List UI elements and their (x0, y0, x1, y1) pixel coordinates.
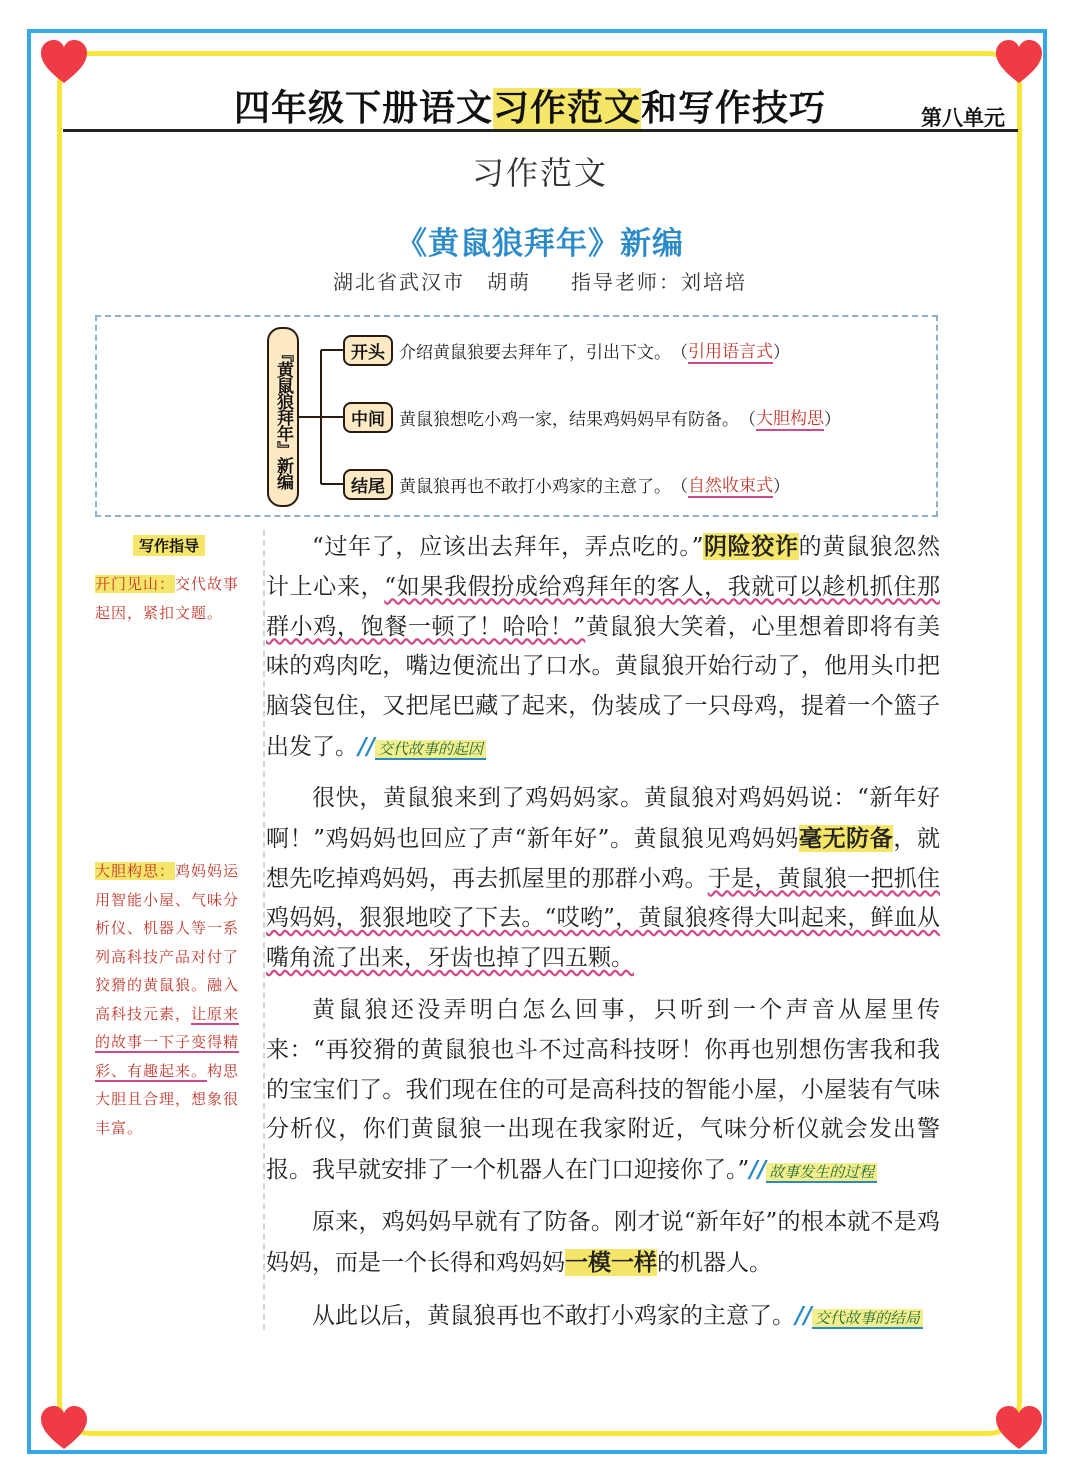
text: 原来，鸡妈妈早就有了防备。刚才说“新年好”的根本就不是鸡妈妈，而是一个长得和鸡妈妈 (266, 1209, 940, 1276)
header-rule (63, 129, 1018, 132)
author: 湖北省武汉市 胡萌 (333, 270, 531, 294)
outline-row (343, 335, 790, 365)
sidebar-tag: 开门见山： (95, 575, 176, 593)
page-title (140, 80, 920, 131)
paragraph (266, 779, 940, 979)
title-part: 和写作技巧 (641, 88, 827, 129)
sidebar-tag: 大胆构思： (95, 862, 176, 880)
outline-text: 介绍黄鼠狼要去拜年了，引出下文。 (399, 342, 671, 363)
title-part: 四年级下册语文 (233, 88, 493, 129)
text: 很快，黄鼠狼来到了鸡妈妈家。黄鼠狼对鸡妈妈说：“新年好啊！”鸡妈妈也回应了声“新年好”。黄鼠狼见鸡妈妈 (266, 785, 940, 852)
paren: （ (671, 342, 688, 363)
paren: ） (773, 476, 790, 497)
sidebar-note (95, 570, 253, 627)
heart-icon (993, 1402, 1045, 1454)
outline-row (343, 469, 790, 499)
highlight: 阴险狡诈 (703, 533, 799, 560)
outline-connectors (299, 317, 349, 519)
heart-icon (993, 36, 1045, 88)
text: “过年了，应该出去拜年，弄点吃的。” (312, 534, 704, 560)
text: 黄鼠狼还没弄明白怎么回事，只听到一个声音从屋里传来：“再狡猾的黄鼠狼也斗不过高科技呀！你再也别想伤害我和我的宝宝们了。我们现在住的可是高科技的智能小屋，小屋装有气味分析仪，你们黄鼠狼一出现在我家附近，气味分析仪就会发出警报。我早就安排了一个机器人在门口迎接你了。” (266, 997, 940, 1184)
paragraph (266, 527, 940, 770)
margin-note: 交代故事的起因 (375, 740, 486, 760)
highlight: 毫无防备 (798, 824, 894, 852)
heart-icon (38, 1402, 90, 1454)
sidebar-text: 交代故事起因，紧扣文题。 (95, 575, 240, 622)
heart-icon (38, 36, 90, 88)
text: ，就想先吃掉鸡妈妈，再去抓屋里的那群小鸡。 (266, 825, 941, 892)
slash-mark: // (795, 1302, 812, 1329)
paren: ） (773, 342, 790, 363)
paren: （ (671, 476, 688, 497)
margin-note: 故事发生的过程 (766, 1163, 877, 1183)
outline-root: 『黄鼠狼拜年』新编 (267, 327, 299, 507)
column-divider (263, 530, 265, 1330)
text: 从此以后，黄鼠狼再也不敢打小鸡家的主意了。 (312, 1303, 795, 1329)
outline-text: 黄鼠狼再也不敢打小鸡家的主意了。 (399, 476, 671, 497)
outline-text: 黄鼠狼想吃小鸡一家，结果鸡妈妈早有防备。 (399, 409, 739, 430)
title-highlight: 习作范文 (492, 88, 641, 129)
wavy-underline: “如果我假扮成给鸡拜年的客人，我就可以趁机抓住那群小鸡，饱餐一顿了！哈哈！” (266, 573, 941, 640)
outline-box (95, 315, 938, 517)
outline-row (343, 402, 841, 432)
highlight: 一模一样 (565, 1248, 657, 1276)
sidebar-note (95, 857, 253, 1142)
text: 黄鼠狼大笑着，心里想着即将有美味的鸡肉吃，嘴边便流出了口水。黄鼠狼开始行动了，他用头巾把脑袋包住，又把尾巴藏了起来，伪装成了一只母鸡，提着一个篮子出发了。 (266, 613, 941, 760)
sidebar-text: 让原来的故事一下子变得精彩、有趣起来。 (95, 1004, 240, 1080)
outline-note: 引用语言式 (688, 337, 773, 364)
paren: ） (824, 409, 841, 430)
wavy-underline: 于是，黄鼠狼一把抓住鸡妈妈，狠狠地咬了下去。“哎哟”，黄鼠狼疼得大叫起来，鲜血从嘴角流了出来，牙齿也掉了四五颗。 (266, 865, 940, 972)
text: 的机器人。 (657, 1249, 772, 1276)
paren: （ (739, 409, 756, 430)
slash-mark: // (749, 1156, 767, 1184)
teacher: 指导老师：刘培培 (571, 270, 747, 294)
outline-note: 大胆构思 (756, 404, 824, 431)
sidebar-heading: 写作指导 (133, 535, 205, 556)
paragraph (266, 1296, 940, 1339)
sidebar-text: 鸡妈妈运用智能小屋、气味分析仪、机器人等一系列高科技产品对付了狡猾的黄鼠狼。融入高科技元素， (95, 862, 240, 1023)
slash-mark: // (358, 732, 375, 760)
paragraph (266, 1203, 940, 1284)
outline-tag: 结尾 (343, 469, 393, 500)
unit-label: 第八单元 (921, 106, 1005, 130)
outline-tag: 开头 (343, 335, 393, 366)
sidebar-text: 构思大胆且合理，想象很丰富。 (95, 1061, 240, 1137)
paragraph (266, 991, 940, 1193)
outline-tag: 中间 (343, 402, 393, 433)
outline-note: 自然收束式 (688, 471, 773, 498)
margin-note: 交代故事的结局 (812, 1309, 923, 1329)
essay-title: 《黄鼠狼拜年》新编 (396, 226, 684, 262)
byline (0, 266, 1080, 295)
text: 的黄鼠狼忽然计上心来， (266, 534, 940, 600)
section-title: 习作范文 (471, 154, 608, 192)
